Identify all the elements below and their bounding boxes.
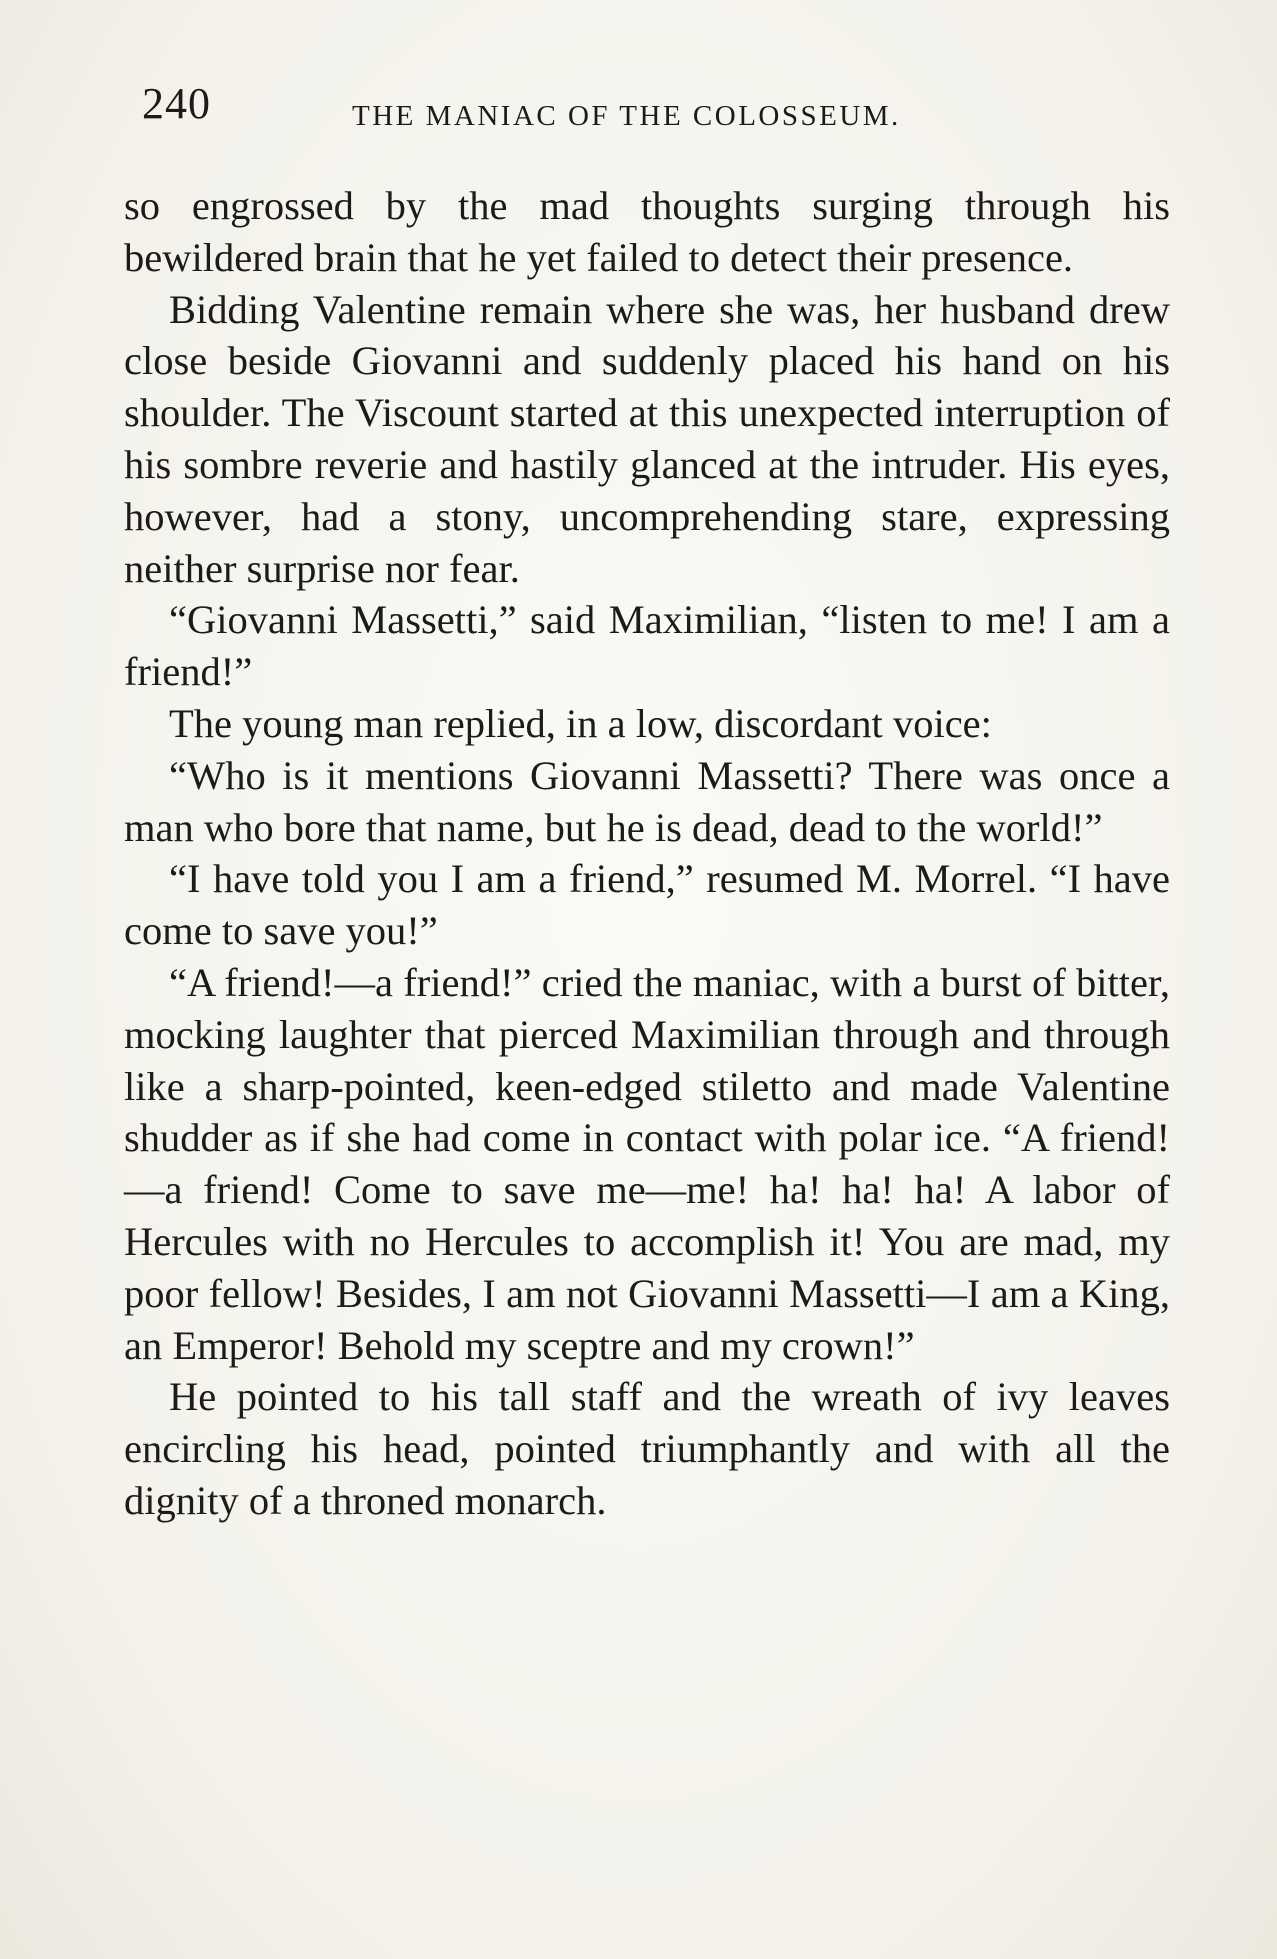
page-number: 240 [142,79,211,128]
paragraph: “I have told you I am a friend,” resumed M. Morrel. “I have come to save you!” [124,856,1170,954]
running-head: THE MANIAC OF THE COLOSSEUM. [352,100,901,132]
paragraph: “Giovanni Massetti,” said Maximilian, “listen to me! I am a friend!” [124,597,1170,695]
paragraph: “A friend!—a friend!” cried the maniac, with a burst of bitter, mocking laughter that pierced Maximilian through and through like a sharp-pointed, keen-edged stiletto and made Valentine shudder as if she had come in contact with polar ice. “A friend!—a friend! Come to save me—me! ha! ha! ha! A labor of Hercules with no Hercules to accomplish it! You are mad, my poor fellow! Besides, I am not Giovanni Massetti—I am a King, an Emperor! Behold my sceptre and my crown!” [124,959,1170,1368]
paragraph: He pointed to his tall staff and the wreath of ivy leaves encircling his head, pointed triumphantly and with all the dignity of a throned monarch. [124,1374,1170,1523]
paragraph: so engrossed by the mad thoughts surging through his bewildered brain that he yet failed to detect their presence. [124,183,1170,280]
paragraph: The young man replied, in a low, discordant voice: [169,700,992,746]
body-text [124,180,1170,1527]
paragraph: Bidding Valentine remain where she was, her husband drew close beside Giovanni and suddenly placed his hand on his shoulder. The Viscount started at this unexpected interruption of his sombre reverie and hastily glanced at the intruder. His eyes, however, had a stony, uncomprehending stare, expressing neither surprise nor fear. [124,286,1170,591]
page-header [134,78,1174,148]
paragraph: “Who is it mentions Giovanni Massetti? There was once a man who bore that name, but he is dead, dead to the world!” [124,752,1170,850]
